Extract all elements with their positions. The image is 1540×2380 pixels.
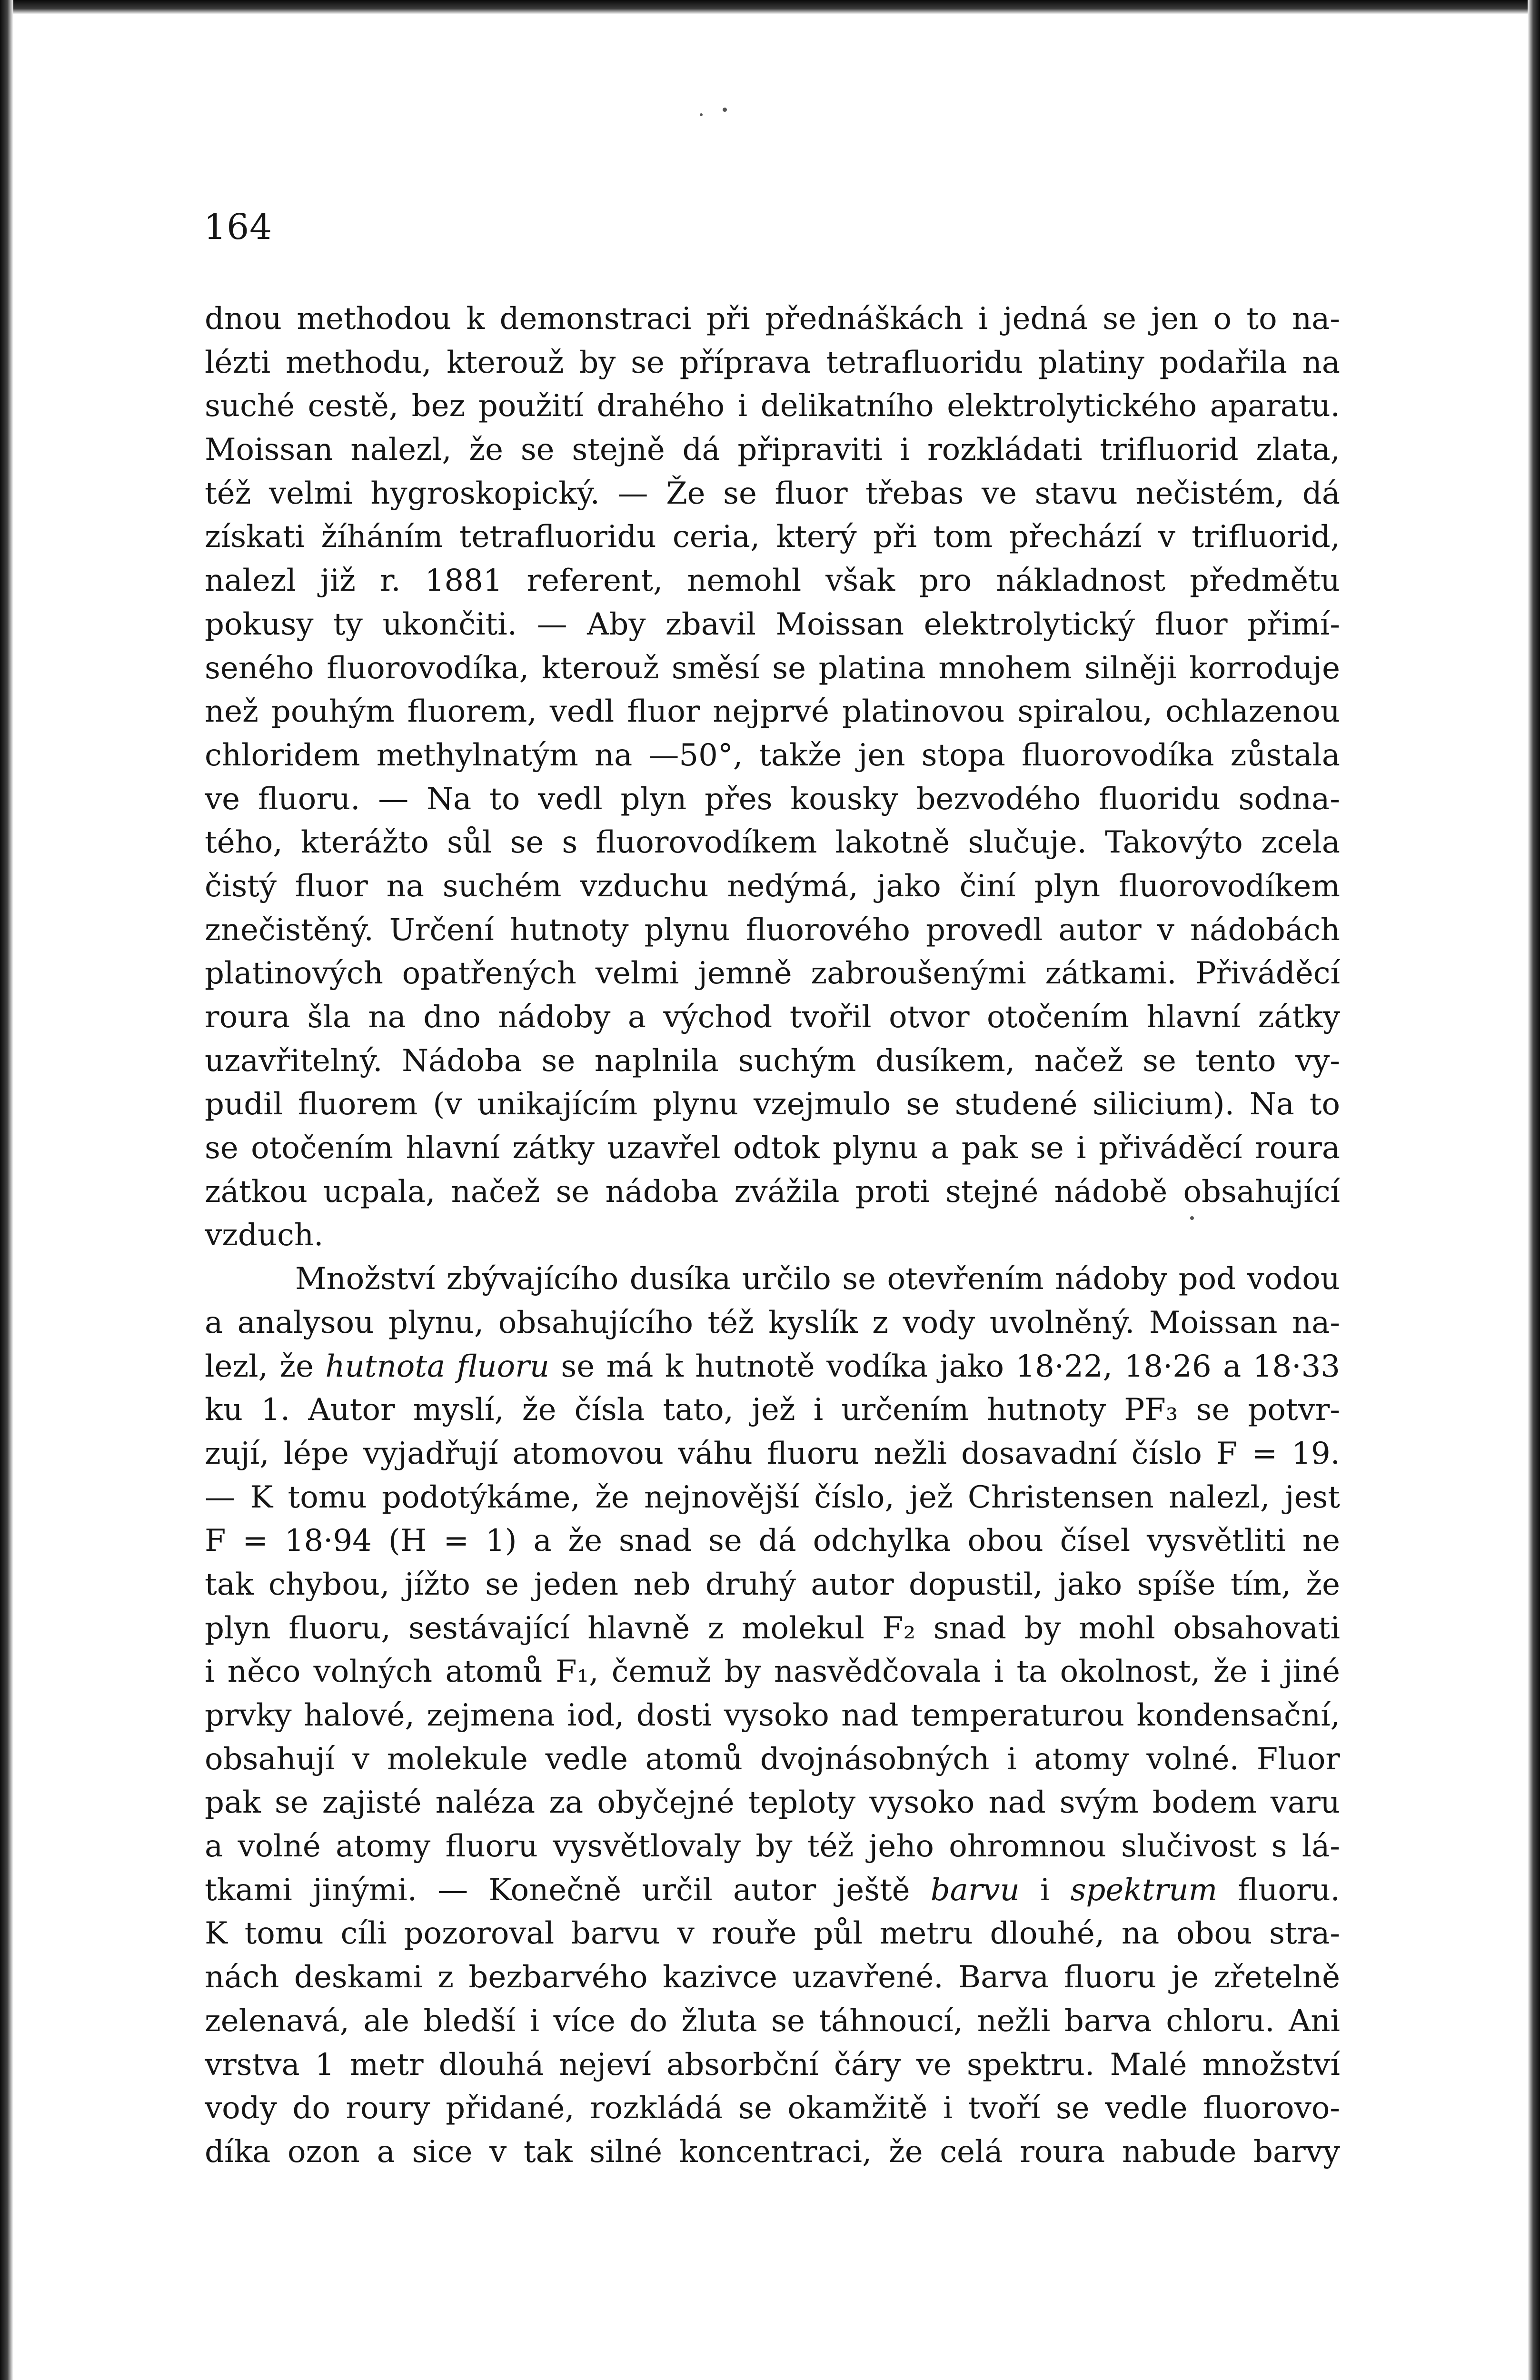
text-segment: získati žíháním tetrafluoridu ceria, který při tom přechází v trifluorid, (205, 519, 1340, 555)
text-segment: ve fluoru. — Na to vedl plyn přes kousky bezvodého fluoridu sodna- (205, 781, 1340, 817)
text-segment: zují, lépe vyjadřují atomovou váhu fluoru nežli dosavadní číslo F = 19. (205, 1436, 1340, 1471)
text-line (205, 2043, 1340, 2087)
text-segment: a volné atomy fluoru vysvětlovaly by též jeho ohromnou slučivost s lá- (205, 1829, 1340, 1864)
text-segment: a analysou plynu, obsahujícího též kyslík z vody uvolněný. Moissan na- (205, 1305, 1340, 1340)
text-line (205, 428, 1340, 472)
text-line (205, 1040, 1340, 1083)
text-segment: pudil fluorem (v unikajícím plynu vzejmulo se studené silicium). Na to (205, 1087, 1340, 1122)
text-line (205, 1869, 1340, 1913)
text-segment: vzduch. (205, 1218, 324, 1253)
text-line (205, 1388, 1340, 1432)
italic-term: hutnota fluoru (325, 1349, 549, 1384)
text-line (205, 1607, 1340, 1651)
text-segment: Moissan nalezl, že se stejně dá připraviti i rozkládati trifluorid zlata, (205, 432, 1340, 468)
text-segment: suché cestě, bez použití drahého i delikatního elektrolytického aparatu. (205, 388, 1340, 424)
scan-edge-left (0, 0, 13, 2380)
scan-speck (723, 108, 727, 112)
text-line (205, 1738, 1340, 1782)
text-segment: čistý fluor na suchém vzduchu nedýmá, jako činí plyn fluorovodíkem (205, 868, 1340, 904)
text-line (205, 1912, 1340, 1956)
text-line (205, 2131, 1340, 2174)
text-segment: se otočením hlavní zátky uzavřel odtok plynu a pak se i přiváděcí roura (205, 1130, 1340, 1166)
text-segment: platinových opatřených velmi jemně zabroušenými zátkami. Přiváděcí (205, 956, 1340, 992)
text-line (205, 778, 1340, 822)
text-segment: lezl, že (205, 1349, 326, 1384)
text-segment: tak chybou, jížto se jeden neb druhý autor dopustil, jako spíše tím, že (205, 1567, 1340, 1602)
text-line (205, 821, 1340, 865)
text-segment: obsahují v molekule vedle atomů dvojnásobných i atomy volné. Fluor (205, 1741, 1340, 1777)
text-segment: nách deskami z bezbarvého kazivce uzavřené. Barva fluoru je zřetelně (205, 1960, 1340, 1995)
text-line (205, 516, 1340, 559)
text-segment: K tomu cíli pozoroval barvu v rouře půl metru dlouhé, na obou stra- (205, 1916, 1340, 1952)
text-segment: tkami jinými. — Konečně určil autor ještě (205, 1872, 931, 1908)
text-segment: — K tomu podotýkáme, že nejnovější číslo, jež Christensen nalezl, jest (205, 1479, 1340, 1515)
text-segment: díka ozon a sice v tak silné koncentraci, že celá roura nabude barvy (205, 2134, 1340, 2170)
text-line (205, 1432, 1340, 1476)
text-line (205, 1650, 1340, 1694)
text-segment: než pouhým fluorem, vedl fluor nejprvé platinovou spiralou, ochlazenou (205, 694, 1340, 730)
text-line (205, 1563, 1340, 1607)
text-line (205, 1519, 1340, 1563)
text-segment: dnou methodou k demonstraci při přednáškách i jedná se jen o to na- (205, 301, 1340, 337)
italic-term: spektrum (1070, 1872, 1218, 1908)
text-line (205, 1781, 1340, 1825)
text-line (205, 1476, 1340, 1520)
scan-edge-right (1528, 0, 1540, 2380)
text-line (205, 472, 1340, 516)
scan-speck (700, 113, 703, 116)
text-line (205, 1214, 1340, 1258)
text-segment: zátkou ucpala, načež se nádoba zvážila proti stejné nádobě obsahující (205, 1174, 1340, 1210)
text-segment: pokusy ty ukončiti. — Aby zbavil Moissan elektrolytický fluor přimí- (205, 606, 1340, 642)
text-line (205, 734, 1340, 778)
page-number: 164 (204, 207, 273, 248)
text-segment: i (1019, 1872, 1071, 1908)
text-segment: tého, kterážto sůl se s fluorovodíkem lakotně slučuje. Takovýto zcela (205, 825, 1340, 861)
text-line (205, 909, 1340, 952)
body-text (205, 298, 1340, 2174)
text-segment: se má k hutnotě vodíka jako 18·22, 18·26 a 18·33 (549, 1349, 1340, 1384)
text-segment: plyn fluoru, sestávající hlavně z molekul F₂ snad by mohl obsahovati (205, 1610, 1340, 1646)
text-segment: ku 1. Autor myslí, že čísla tato, jež i určením hutnoty PF₃ se potvr- (205, 1392, 1340, 1428)
text-segment: zelenavá, ale bledší i více do žluta se táhnoucí, nežli barva chloru. Ani (205, 2003, 1340, 2039)
scan-edge-top (0, 0, 1540, 14)
text-segment: F = 18·94 (H = 1) a že snad se dá odchylka obou čísel vysvětliti ne (205, 1523, 1340, 1559)
text-segment: lézti methodu, kterouž by se příprava tetrafluoridu platiny podařila na (205, 345, 1340, 380)
text-segment: roura šla na dno nádoby a východ tvořil otvor otočením hlavní zátky (205, 1000, 1340, 1035)
text-line (205, 1083, 1340, 1127)
text-segment: vody do roury přidané, rozkládá se okamžitě i tvoří se vedle fluorovo- (205, 2091, 1340, 2126)
text-line (205, 341, 1340, 385)
text-line (205, 952, 1340, 996)
text-line (205, 2087, 1340, 2131)
text-line (205, 559, 1340, 603)
text-segment: seného fluorovodíka, kterouž směsí se platina mnohem silněji korroduje (205, 650, 1340, 686)
text-segment: prvky halové, zejmena iod, dosti vysoko nad temperaturou kondensační, (205, 1698, 1340, 1733)
text-line (205, 1301, 1340, 1345)
text-segment: chloridem methylnatým na —50°, takže jen stopa fluorovodíka zůstala (205, 737, 1340, 773)
text-segment: uzavřitelný. Nádoba se naplnila suchým dusíkem, načež se tento vy- (205, 1043, 1340, 1079)
text-segment: též velmi hygroskopický. — Že se fluor třebas ve stavu nečistém, dá (205, 476, 1340, 511)
text-line (205, 1345, 1340, 1389)
text-segment: fluoru. (1217, 1872, 1340, 1908)
text-segment: vrstva 1 metr dlouhá nejeví absorbční čáry ve spektru. Malé množství (205, 2047, 1340, 2082)
text-line (205, 1956, 1340, 2000)
text-segment: pak se zajisté naléza za obyčejné teploty vysoko nad svým bodem varu (205, 1785, 1340, 1821)
text-line (205, 690, 1340, 734)
text-segment: Množství zbývajícího dusíka určilo se otevřením nádoby pod vodou (295, 1261, 1340, 1297)
text-segment: i něco volných atomů F₁, čemuž by nasvědčovala i ta okolnost, že i jiné (205, 1654, 1340, 1690)
italic-term: barvu (930, 1872, 1020, 1908)
text-line (205, 1825, 1340, 1869)
text-line (205, 1694, 1340, 1738)
text-line (205, 1127, 1340, 1170)
text-segment: znečistěný. Určení hutnoty plynu fluorového provedl autor v nádobách (205, 912, 1340, 948)
text-line (205, 385, 1340, 428)
text-segment: nalezl již r. 1881 referent, nemohl však pro nákladnost předmětu (205, 563, 1340, 599)
text-line (205, 603, 1340, 647)
text-line (205, 865, 1340, 909)
text-line (205, 298, 1340, 341)
text-line (205, 1170, 1340, 1214)
text-line (205, 1258, 1340, 1301)
text-line (205, 996, 1340, 1040)
text-line (205, 2000, 1340, 2043)
text-line (205, 647, 1340, 691)
